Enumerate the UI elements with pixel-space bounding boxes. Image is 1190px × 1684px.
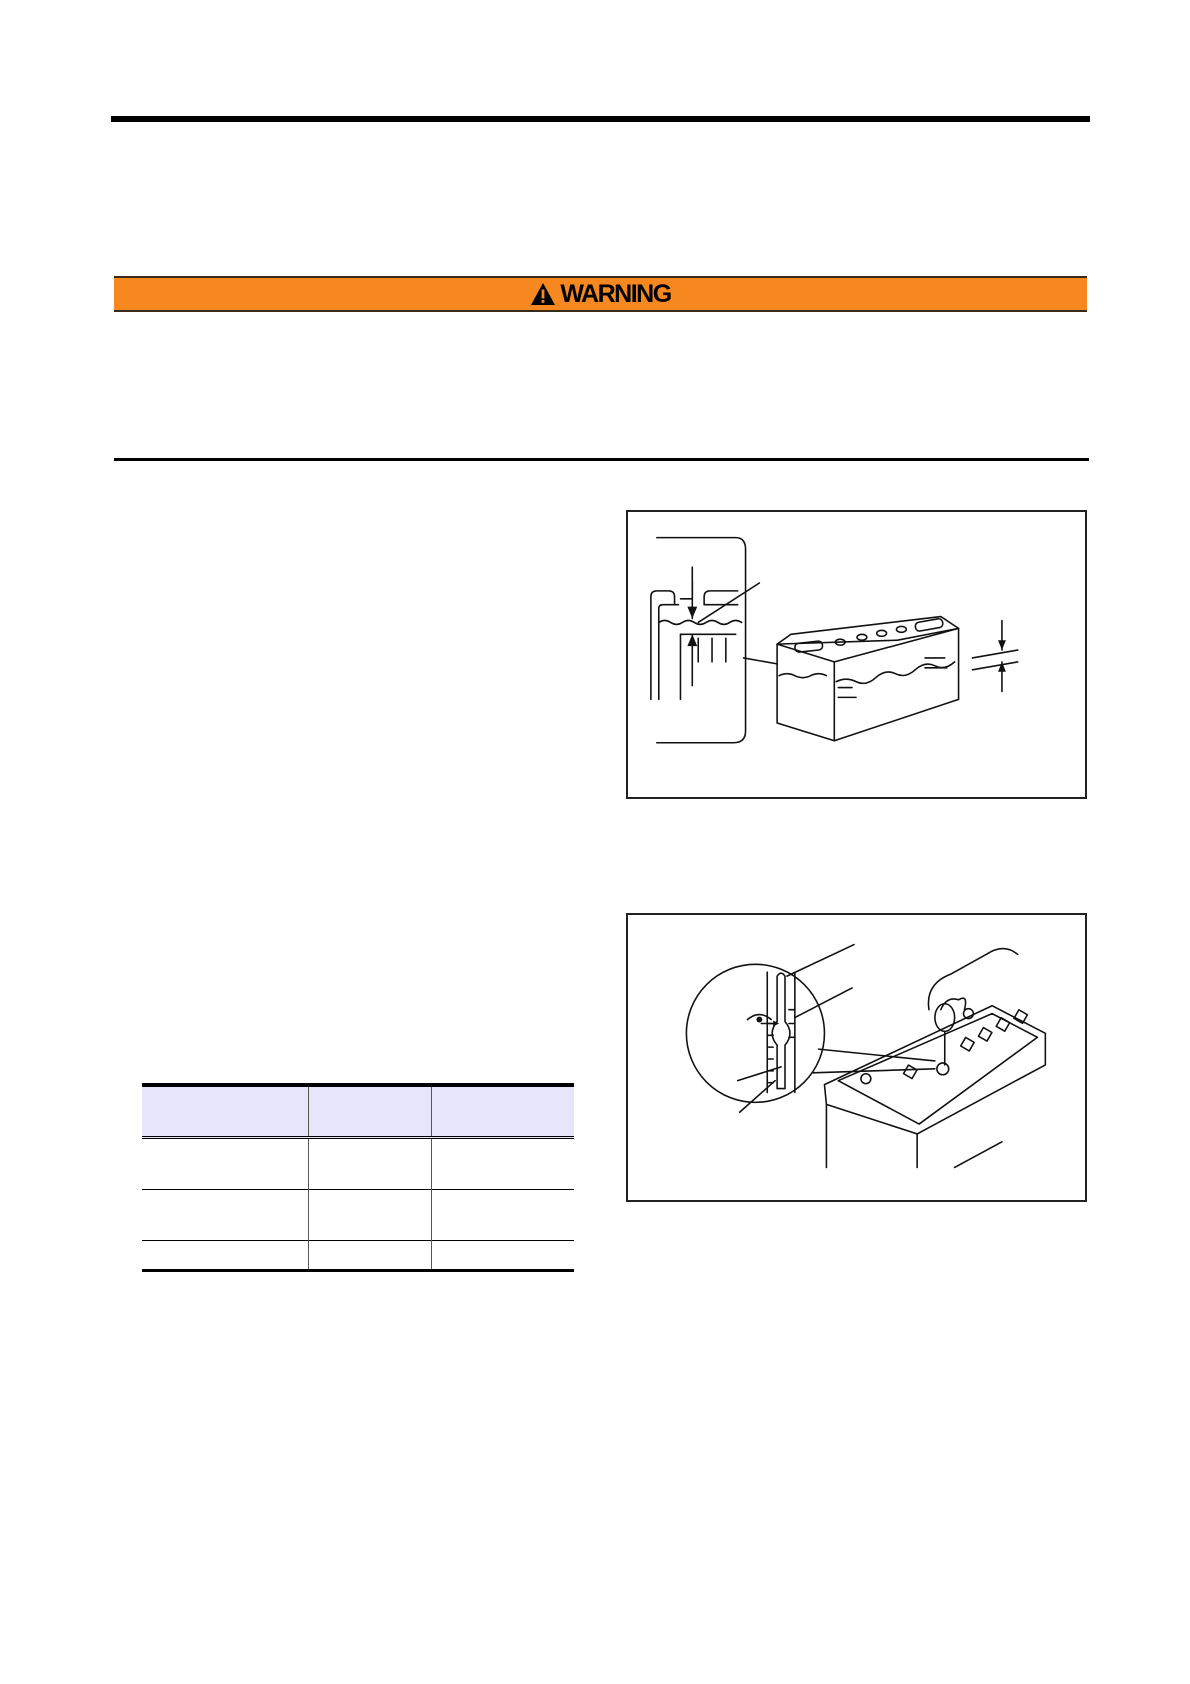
table-cell [431, 1190, 574, 1241]
specification-table [142, 1083, 574, 1272]
warning-banner [114, 276, 1087, 312]
table-row [142, 1138, 574, 1190]
hydrometer-battery-icon [628, 915, 1085, 1200]
table-header-cell [431, 1085, 574, 1138]
table-cell [308, 1190, 431, 1241]
table-cell [142, 1190, 308, 1241]
table-cell [308, 1138, 431, 1190]
table-header-row [142, 1085, 574, 1138]
warning-triangle-icon [530, 282, 556, 306]
table-row [142, 1241, 574, 1271]
table-cell [308, 1241, 431, 1271]
table-header-cell [142, 1085, 308, 1138]
table-cell [142, 1138, 308, 1190]
section-rule [114, 458, 1089, 461]
table-cell [431, 1138, 574, 1190]
warning-label: WARNING [560, 279, 671, 308]
table-row [142, 1190, 574, 1241]
top-rule [111, 116, 1090, 122]
table-cell [142, 1241, 308, 1271]
specific-gravity-figure [626, 913, 1087, 1202]
table-cell [431, 1241, 574, 1271]
table-header-cell [308, 1085, 431, 1138]
battery-electrolyte-level-icon [628, 512, 1085, 797]
electrolyte-level-figure [626, 510, 1087, 799]
